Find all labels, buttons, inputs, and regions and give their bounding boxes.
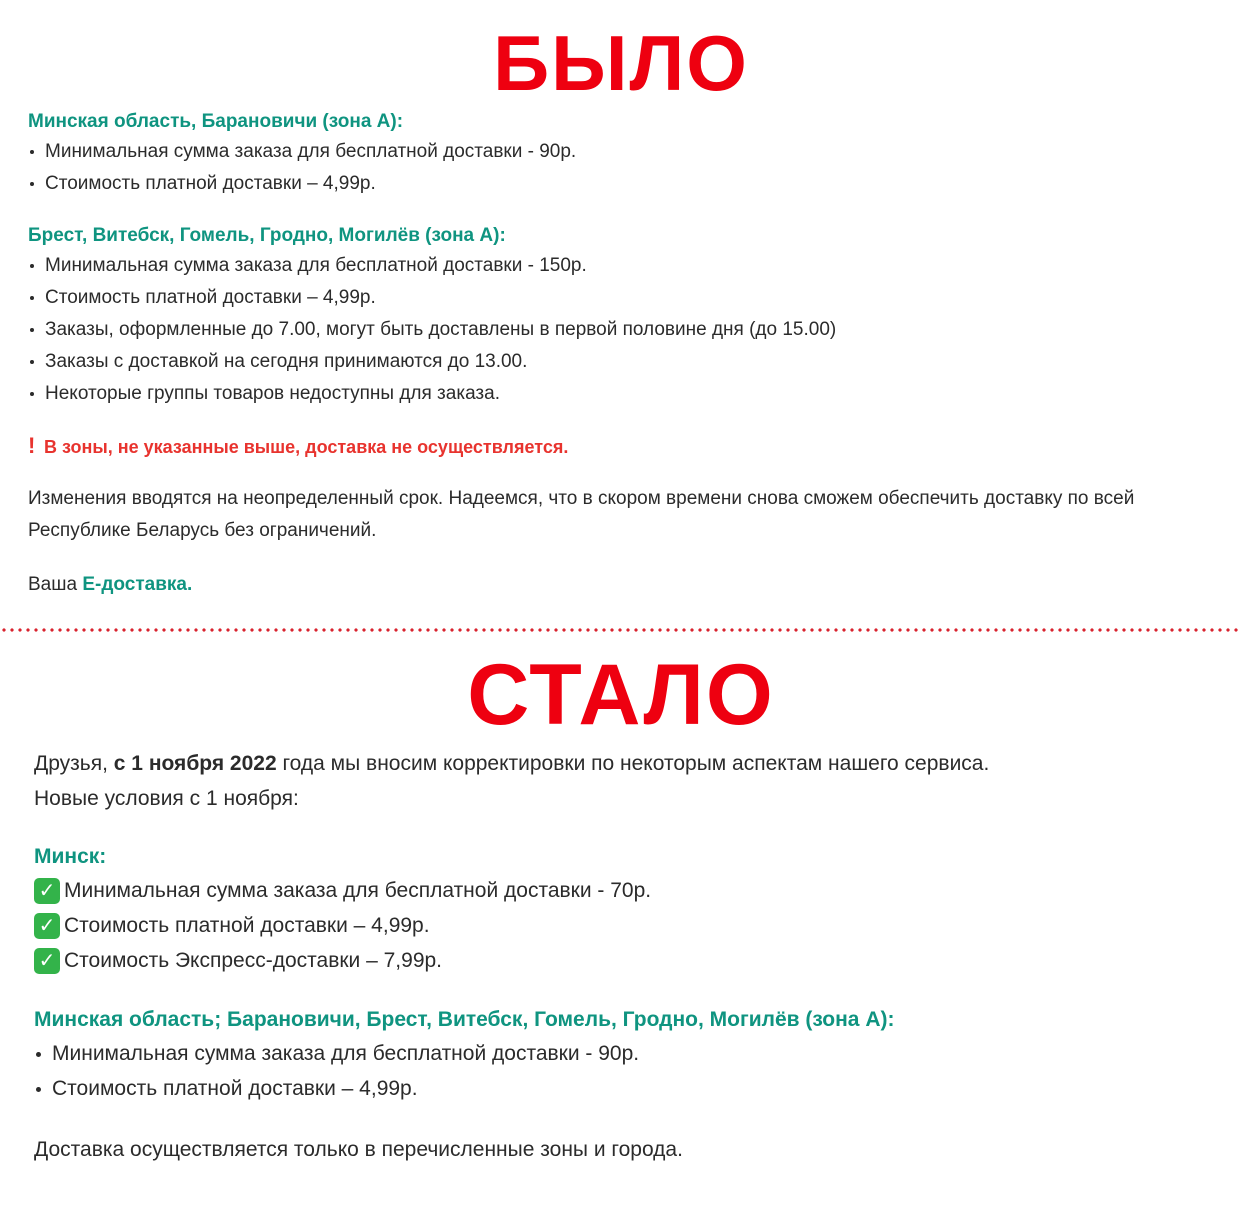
check-mark-icon: ✓	[34, 878, 60, 904]
check-item-text: Стоимость Экспресс-доставки – 7,99р.	[64, 949, 443, 972]
exclamation-icon: !	[28, 433, 36, 458]
check-mark-icon: ✓	[34, 913, 60, 939]
delivery-footer: Доставка осуществляется только в перечисленные зоны и города.	[34, 1138, 683, 1161]
list-item: Заказы с доставкой на сегодня принимаются до 13.00.	[28, 346, 1228, 378]
check-item	[34, 873, 1224, 908]
dotted-divider	[0, 628, 1242, 632]
check-item-text: Стоимость платной доставки – 4,99р.	[64, 914, 430, 937]
list-item: Минимальная сумма заказа для бесплатной доставки - 90р.	[28, 136, 1228, 168]
warning-message	[28, 432, 1228, 461]
before-section	[28, 108, 1228, 601]
warning-text: В зоны, не указанные выше, доставка не осуществляется.	[44, 437, 569, 457]
intro-suffix: года мы вносим корректировки по некоторым аспектам нашего сервиса.	[282, 752, 990, 775]
minsk-heading: Минск:	[34, 845, 107, 868]
check-item	[34, 943, 1224, 978]
signature-brand: Е-доставка.	[82, 574, 193, 595]
check-mark-icon: ✓	[34, 948, 60, 974]
title-before: БЫЛО	[493, 19, 749, 107]
list-item: Некоторые группы товаров недоступны для заказа.	[28, 378, 1228, 410]
list-item: Заказы, оформленные до 7.00, могут быть доставлены в первой половине дня (до 15.00)	[28, 314, 1228, 346]
zone-a-list	[34, 1036, 1224, 1106]
zone1-heading: Минская область, Барановичи (зона А):	[28, 111, 404, 132]
check-item	[34, 908, 1224, 943]
list-item: Минимальная сумма заказа для бесплатной доставки - 90р.	[34, 1036, 1224, 1071]
zone2-heading: Брест, Витебск, Гомель, Гродно, Могилёв (зона А):	[28, 225, 506, 246]
list-item: Стоимость платной доставки – 4,99р.	[28, 168, 1228, 200]
intro-date: с 1 ноября 2022	[113, 752, 277, 775]
signature	[28, 569, 1228, 601]
zone1-list	[28, 136, 1228, 200]
intro-prefix: Друзья,	[34, 752, 108, 775]
zone-a-heading: Минская область; Барановичи, Брест, Витебск, Гомель, Гродно, Могилёв (зона А):	[34, 1008, 895, 1031]
list-item: Минимальная сумма заказа для бесплатной доставки - 150р.	[28, 250, 1228, 282]
zone2-list	[28, 250, 1228, 410]
signature-prefix: Ваша	[28, 574, 78, 595]
changes-note: Изменения вводятся на неопределенный срок. Надеемся, что в скором времени снова сможем обеспечить доставку по всей Республике Беларусь без ограничений.	[28, 488, 1135, 541]
after-section	[34, 746, 1224, 1167]
list-item: Стоимость платной доставки – 4,99р.	[34, 1071, 1224, 1106]
intro-line-2: Новые условия с 1 ноября:	[34, 787, 299, 810]
list-item: Стоимость платной доставки – 4,99р.	[28, 282, 1228, 314]
check-item-text: Минимальная сумма заказа для бесплатной доставки - 70р.	[64, 879, 652, 902]
title-after: СТАЛО	[467, 647, 775, 743]
intro-line	[34, 746, 1224, 781]
